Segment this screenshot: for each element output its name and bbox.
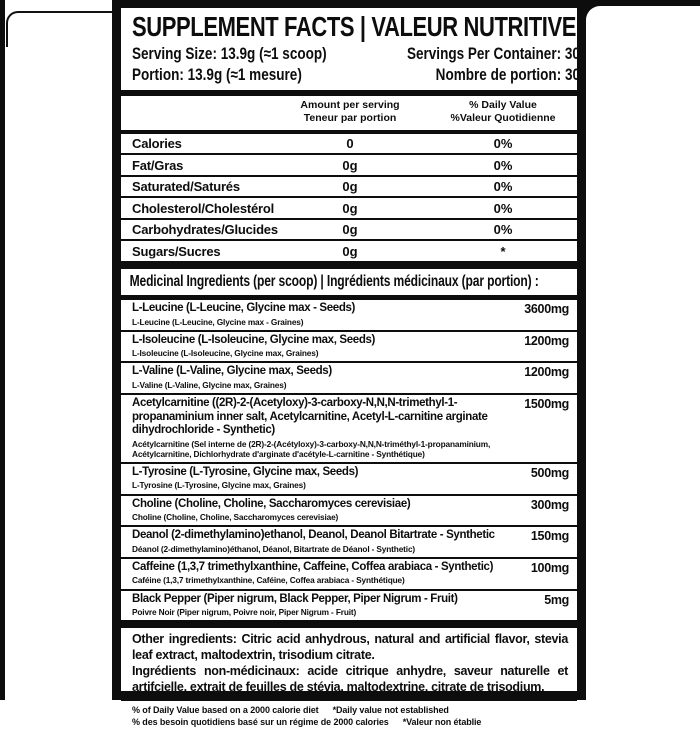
ingredient-amount: 3600mg <box>524 301 569 316</box>
label-left-edge <box>0 0 5 700</box>
ingredient-name-fr: Caféine (1,3,7 trimethylxanthine, Caféine, Coffea arabiaca - Synthétique) <box>132 575 405 586</box>
nutrition-row <box>121 134 577 156</box>
ingredient-names <box>132 466 511 491</box>
ingredient-name-fr: L-Isoleucine (L-Isoleucine, Glycine max, Graines) <box>132 348 319 359</box>
ingredient-names <box>132 561 511 586</box>
other-ingredients-fr: Ingrédients non-médicinaux: acide citrique anhydre, saveur naturelle et artifcielle, extrait de feuilles de stévia, maltodextrine, citrate de trisodium. <box>132 664 568 695</box>
other-ingredients-en: Other ingredients: Citric acid anhydrous, natural and artificial flavor, stevia leaf extract, maltodextrin, trisodium citrate. <box>132 632 568 663</box>
nutrient-daily-value: 0% <box>493 200 513 216</box>
servings-per-container-en: Servings Per Container: 30 <box>407 45 581 64</box>
separator-thick <box>121 620 577 628</box>
nutrient-name: Cholesterol/Cholestérol <box>132 200 275 216</box>
ingredient-row <box>121 464 577 496</box>
ingredient-row <box>121 591 577 621</box>
nutrition-table <box>121 134 577 261</box>
ingredient-name-en: Caffeine (1,3,7 trimethylxanthine, Caffeine, Coffea arabiaca - Synthetic) <box>132 560 494 573</box>
ingredient-names <box>132 498 511 523</box>
nutrient-daily-value: 0% <box>493 157 513 173</box>
nutrient-daily-value: 0% <box>493 222 513 238</box>
ingredient-name-fr: Déanol (2-dimethylamino)éthanol, Déanol, Bitartrate de Déanol - Synthetic) <box>132 543 416 554</box>
ingredient-row <box>121 332 577 364</box>
serving-size-block <box>132 44 369 84</box>
ingredient-names <box>132 365 511 390</box>
nutrient-daily-value: 0% <box>493 136 513 152</box>
ingredient-row <box>121 363 577 395</box>
ingredient-amount: 1200mg <box>524 333 569 348</box>
ingredient-name-fr: L-Valine (L-Valine, Glycine max, Graines) <box>132 379 287 390</box>
nutrient-amount: 0g <box>342 179 358 195</box>
ingredient-amount: 500mg <box>530 465 569 480</box>
ingredient-row <box>121 496 577 528</box>
ingredient-name-en: L-Valine (L-Valine, Glycine max, Seeds) <box>132 365 332 378</box>
ingredient-names <box>132 593 511 618</box>
nutrient-daily-value: * <box>500 243 506 259</box>
ingredient-amount: 1200mg <box>524 365 569 380</box>
nutrient-amount: 0g <box>342 200 358 216</box>
separator-thick <box>121 261 577 269</box>
serving-info <box>132 44 581 84</box>
ingredient-name-fr: Acétylcarnitine (Sel interne de (2R)-2-(Acétyloxy)-3-carboxy-N,N,N-triméthyl-1-propanaminium, Acétylcarnitine, Dichlorhydrate d'arginate d'acétyle-L-carnitine - Synthétique) <box>132 438 491 459</box>
ingredient-name-fr: Choline (Choline, Choline, Saccharomyces cerevisiae) <box>132 512 339 523</box>
ingredient-amount: 300mg <box>530 497 569 512</box>
ingredient-names <box>132 529 511 554</box>
column-headers <box>121 96 577 130</box>
servings-per-container-fr: Nombre de portion: 30 <box>435 65 581 84</box>
serving-size-fr: Portion: 13.9g (≈1 mesure) <box>132 65 302 84</box>
nutrient-name: Calories <box>132 136 182 152</box>
ingredient-name-en: Deanol (2-dimethylamino)ethanol, Deanol, Deanol Bitartrate - Synthetic <box>132 529 495 542</box>
nutrition-row <box>121 241 577 261</box>
ingredient-row <box>121 395 577 464</box>
ingredient-row <box>121 559 577 591</box>
medicinal-ingredients-table <box>121 300 577 620</box>
nutrient-amount: 0g <box>342 243 358 259</box>
nutrient-name: Sugars/Sucres <box>132 243 221 259</box>
nutrient-name: Carbohydrates/Glucides <box>132 222 278 238</box>
ingredient-name-en: Choline (Choline, Choline, Saccharomyces cerevisiae) <box>132 497 411 510</box>
column-daily-value: % Daily Value %Valeur Quotidienne <box>450 98 556 125</box>
nutrition-row <box>121 155 577 177</box>
adjacent-panel-outline-left <box>6 11 114 47</box>
ingredient-names <box>132 302 511 327</box>
footnote-fr <box>132 716 568 728</box>
nutrient-name: Saturated/Saturés <box>132 179 240 195</box>
servings-per-container-block <box>369 44 580 84</box>
nutrition-row <box>121 220 577 242</box>
ingredient-row <box>121 527 577 559</box>
ingredient-name-en: L-Isoleucine (L-Isoleucine, Glycine max, Seeds) <box>132 333 376 346</box>
nutrient-amount: 0 <box>346 136 354 152</box>
other-ingredients-block <box>121 628 577 699</box>
ingredient-amount: 5mg <box>544 592 569 607</box>
nutrition-row <box>121 198 577 220</box>
nutrient-amount: 0g <box>342 157 358 173</box>
column-amount-per-serving: Amount per serving Teneur par portion <box>300 98 400 125</box>
nutrition-row <box>121 177 577 199</box>
ingredient-name-en: L-Tyrosine (L-Tyrosine, Glycine max, Seeds) <box>132 465 359 478</box>
nutrient-name: Fat/Gras <box>132 157 184 173</box>
adjacent-panel-right <box>586 6 700 700</box>
ingredient-names <box>132 334 511 359</box>
ingredient-name-fr: Poivre Noir (Piper nigrum, Poivre noir, Piper Nigrum - Fruit) <box>132 607 357 618</box>
footnotes <box>121 699 577 730</box>
ingredient-name-en: L-Leucine (L-Leucine, Glycine max - Seeds) <box>132 301 356 314</box>
nutrient-amount: 0g <box>342 222 358 238</box>
ingredient-name-en: Acetylcarnitine ((2R)-2-(Acetyloxy)-3-carboxy-N,N,N-trimethyl-1-propanaminium inner salt, Acetylcarnitine, Acetyl-L-carnitine arginate dihydrochloride - Synthetic) <box>132 396 488 437</box>
ingredient-amount: 100mg <box>530 560 569 575</box>
ingredient-names <box>132 397 511 459</box>
ingredient-name-fr: L-Leucine (L-Leucine, Glycine max - Graines) <box>132 316 304 327</box>
facts-header <box>121 8 581 90</box>
medicinal-ingredients-heading: Medicinal Ingredients (per scoop) | Ingrédients médicinaux (par portion) : <box>129 272 539 290</box>
footnote-fr-not-established: *Valeur non établie <box>402 717 482 728</box>
footnote-en <box>132 704 568 716</box>
footnote-en-not-established: *Daily value not established <box>332 705 449 716</box>
nutrient-daily-value: 0% <box>493 179 513 195</box>
supplement-facts-panel <box>112 0 586 728</box>
ingredient-amount: 1500mg <box>524 396 569 411</box>
footnote-en-daily-value: % of Daily Value based on a 2000 calorie diet <box>132 705 319 716</box>
ingredient-row <box>121 300 577 332</box>
serving-size-en: Serving Size: 13.9g (≈1 scoop) <box>132 45 327 64</box>
ingredient-name-en: Black Pepper (Piper nigrum, Black Pepper, Piper Nigrum - Fruit) <box>132 592 458 605</box>
ingredient-name-fr: L-Tyrosine (L-Tyrosine, Glycine max, Graines) <box>132 480 306 491</box>
facts-title: SUPPLEMENT FACTS | VALEUR NUTRITIVE <box>132 11 576 42</box>
ingredient-amount: 150mg <box>530 529 569 544</box>
footnote-fr-daily-value: % des besoin quotidiens basé sur un régime de 2000 calories <box>132 717 389 728</box>
